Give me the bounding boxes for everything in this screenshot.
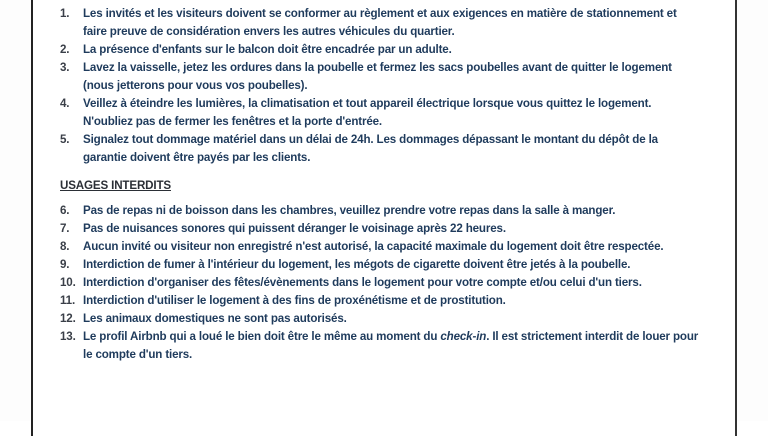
rule-text: Interdiction de fumer à l'intérieur du logement, les mégots de cigarette doivent être jetés à la poubelle. bbox=[83, 258, 631, 271]
rule-number: 12. bbox=[60, 312, 76, 325]
rule-text: Les animaux domestiques ne sont pas autorisés. bbox=[83, 312, 347, 325]
forbidden-uses-list bbox=[60, 202, 700, 364]
rule-item bbox=[60, 292, 700, 310]
rule-number: 10. bbox=[60, 276, 76, 289]
rule-item bbox=[60, 41, 700, 59]
rule-item bbox=[60, 238, 700, 256]
rule-item bbox=[60, 328, 700, 364]
rule-text-italic: check-in bbox=[440, 330, 487, 343]
rule-number: 5. bbox=[60, 133, 70, 146]
rule-text: Pas de nuisances sonores qui puissent déranger le voisinage après 22 heures. bbox=[83, 222, 506, 235]
rule-text: Les invités et les visiteurs doivent se conformer au règlement et aux exigences en matière de stationnement et faire preuve de considération envers les autres véhicules du quartier. bbox=[83, 7, 677, 38]
rule-number: 1. bbox=[60, 7, 70, 20]
rule-item bbox=[60, 95, 700, 131]
rule-number: 4. bbox=[60, 97, 70, 110]
rule-item bbox=[60, 5, 700, 41]
rule-text: Veillez à éteindre les lumières, la climatisation et tout appareil électrique lorsque vous quittez le logement. N'oubliez pas de fermer les fenêtres et la porte d'entrée. bbox=[83, 97, 652, 128]
rule-number: 8. bbox=[60, 240, 70, 253]
rule-text bbox=[83, 330, 698, 361]
rule-text: Pas de repas ni de boisson dans les chambres, veuillez prendre votre repas dans la salle à manger. bbox=[83, 204, 616, 217]
general-rules-list bbox=[60, 5, 700, 167]
document-content bbox=[60, 4, 700, 364]
rule-text: Aucun invité ou visiteur non enregistré n'est autorisé, la capacité maximale du logement doit être respectée. bbox=[83, 240, 664, 253]
rule-item bbox=[60, 59, 700, 95]
rule-number: 6. bbox=[60, 204, 70, 217]
rule-text: Signalez tout dommage matériel dans un délai de 24h. Les dommages dépassant le montant du dépôt de la garantie doivent être payés par les clients. bbox=[83, 133, 658, 164]
rule-item bbox=[60, 256, 700, 274]
rule-text: Interdiction d'utiliser le logement à des fins de proxénétisme et de prostitution. bbox=[83, 294, 506, 307]
rule-item bbox=[60, 220, 700, 238]
rule-number: 13. bbox=[60, 330, 76, 343]
rule-text: Interdiction d'organiser des fêtes/évènements dans le logement pour votre compte et/ou celui d'un tiers. bbox=[83, 276, 642, 289]
rule-number: 3. bbox=[60, 61, 70, 74]
rule-text: Lavez la vaisselle, jetez les ordures dans la poubelle et fermez les sacs poubelles avant de quitter le logement (nous jetterons pour vous vos poubelles). bbox=[83, 61, 672, 92]
rule-item bbox=[60, 310, 700, 328]
rule-number: 7. bbox=[60, 222, 70, 235]
rule-number: 9. bbox=[60, 258, 70, 271]
rule-item bbox=[60, 131, 700, 167]
rule-text: La présence d'enfants sur le balcon doit être encadrée par un adulte. bbox=[83, 43, 452, 56]
rule-text-part: Le profil Airbnb qui a loué le bien doit être le même au moment du bbox=[83, 330, 441, 343]
section-heading-usages-interdits: USAGES INTERDITS bbox=[60, 179, 171, 192]
rule-number: 11. bbox=[60, 294, 76, 307]
rule-item bbox=[60, 202, 700, 220]
rule-text-part: . Il est strictement interdit de louer pour le compte d'un tiers. bbox=[83, 330, 699, 361]
rule-item bbox=[60, 274, 700, 292]
rule-number: 2. bbox=[60, 43, 70, 56]
